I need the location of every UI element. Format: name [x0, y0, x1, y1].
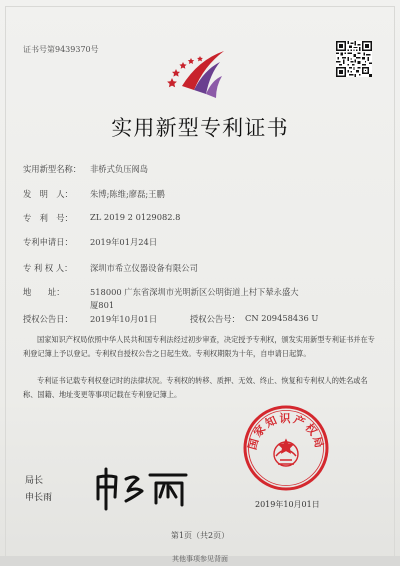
statement-paragraph-1: 国家知识产权局依照中华人民共和国专利法经过初步审查，决定授予专利权，颁发实用新型专利证书并在专利登记簿上予以登记。专利权自授权公告之日起生效。专利权期限为十年，自申请日起算。 — [23, 335, 375, 358]
field-label-application-date: 专利申请日： — [23, 237, 73, 247]
qr-code-icon — [336, 41, 372, 77]
publication-number-value: CN 209458436 U — [245, 313, 319, 323]
field-value-address-line2: 厦801 — [90, 300, 115, 310]
field-label-utility-model-name: 实用新型名称： — [23, 164, 82, 174]
field-value-address: 518000 广东省深圳市光明新区公明街道上村下辇永盛大 — [90, 287, 299, 297]
signature-title: 局长 — [25, 476, 44, 486]
field-label-patentee: 专 利 权 人： — [23, 263, 73, 273]
signature-name: 申长雨 — [25, 493, 53, 503]
field-label-patent-number: 专 利 号： — [23, 213, 73, 223]
statement-paragraph-2: 专利证书记载专利权登记时的法律状况。专利权的转移、质押、无效、终止、恢复和专利权人的姓名或名称、国籍、地址变更等事项记载在专利登记簿上。 — [23, 376, 368, 399]
field-value-inventors: 朱博;陈维;廖磊;王鹏 — [90, 189, 165, 199]
seal-text: 国家知识产权局 — [245, 412, 327, 452]
official-seal-icon — [242, 404, 330, 492]
certificate-number: 证书号第9439370号 — [23, 45, 99, 54]
cnipa-logo-icon — [164, 38, 236, 110]
field-value-patent-number: ZL 2019 2 0129082.8 — [90, 212, 181, 222]
grant-date-value: 2019年10月01日 — [90, 314, 158, 324]
seal-date: 2019年10月01日 — [255, 500, 320, 509]
field-value-patentee: 深圳市希立仪器设备有限公司 — [90, 263, 198, 273]
handwritten-signature — [90, 463, 190, 513]
field-label-address: 地 址： — [23, 287, 65, 297]
footer-note: 其他事项参见背面 — [172, 555, 228, 563]
certificate-title: 实用新型专利证书 — [111, 116, 289, 140]
grant-date-label: 授权公告日： — [23, 314, 73, 324]
field-value-utility-model-name: 非桥式负压阀岛 — [90, 164, 149, 174]
publication-number-label: 授权公告号： — [190, 314, 240, 324]
field-label-inventors: 发 明 人： — [23, 189, 73, 199]
page-indicator: 第1页（共2页） — [170, 531, 230, 540]
field-value-application-date: 2019年01月24日 — [90, 237, 158, 247]
